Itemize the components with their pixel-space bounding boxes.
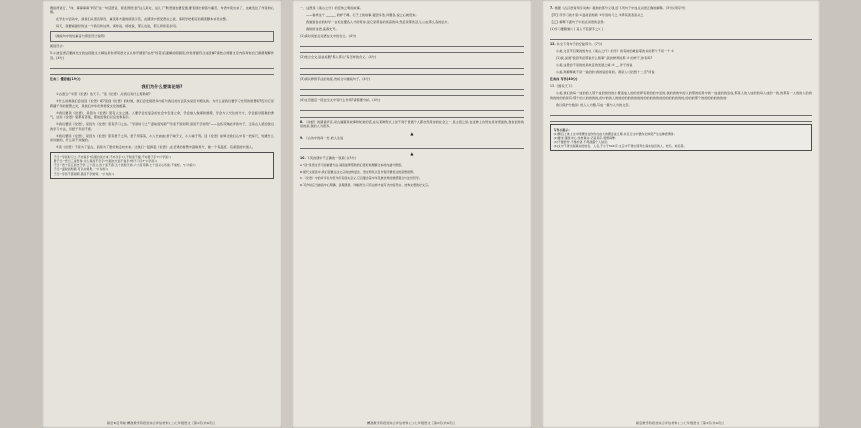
mid-lines-1 <box>300 41 524 53</box>
left-article-title: 我们为什么要读论语? <box>141 84 183 90</box>
left-answer-lines <box>50 63 274 75</box>
left-quote-2: 曾子曰:"吾日三省吾身:为人谋而不忠乎?与朋友交而不信乎?传不习乎?"(《学而》) <box>53 159 158 164</box>
mid-para-3: 我做到各自的时学一言论在懂各人才的奇诗,说它是那各的是高的问,然后是那些活儿,山在那么各的远方。 <box>306 20 451 24</box>
column-left <box>42 0 282 428</box>
mid-q10-label: 10. <box>300 156 306 161</box>
left-article-p4: ④我们要读《论语》，是因为《论语》里有学习之法。"学而时习之""温故而知新""学而不思则罔,思而不学则殆"——这些耳熟能详的句子，正是古人留给我们的学习方法，历经千年而不衰。 <box>50 122 274 131</box>
column-gap-2 <box>532 0 542 428</box>
right-lines-2 <box>550 110 812 122</box>
mid-para-4: 春柏的诗语,溪春先开。 <box>306 27 339 31</box>
right-req-3: (3)不要套作,不得抄袭,不得泄露个人信息; <box>553 139 609 144</box>
left-quote-5: 子曰:"学而不思则罔,思而不学则殆。"(《为政》) <box>53 171 114 176</box>
left-para-2: 在学生中活动中，请我们从语音停连、重读等方面的朗读示范，在朗读中感受语言之美，请同学把相应的朗读脚本补充完整。 <box>56 17 230 22</box>
mid-q10-optD: D.写作时应当做到中心明确、条理清楚、详略得当,只有这样才能写出内容充实、结构完整的好文章。 <box>300 183 431 188</box>
mid-para-1: 一、这既是《南山之什》的宏伟之明的故事。 <box>300 6 363 10</box>
left-reading-design-label: 朗读设计： <box>50 44 66 49</box>
right-q12-item-2: (1)我,说道"我思考虑那说什么两事",我的修养的那 ② 的样子,你有吗? <box>556 56 653 61</box>
mid-q10-optC: C.《论语》中的许多名句至今仍有现实意义,它们蕴含着中华民族优秀的道德观念与处世哲学。 <box>300 176 422 181</box>
mid-q-3: (3)请从修辞手法的角度,赏析文中画线句子。(4分) <box>300 76 371 81</box>
column-right <box>542 0 820 428</box>
right-q12-item-4: 小美,再解释就不是一说的的:我的说的是的。清是人:(论语)十二章"所说 <box>556 70 655 75</box>
left-q5: 5.小波变得召要换先生的这段散文大解说是你得用语文认从你开朗到"冰冻"场景)后面解的朗朗读,你觉得最符合这段解?请结合两篇文章内容和你自己朗朗理解作答。(4分) <box>50 51 274 60</box>
right-q7 <box>550 6 812 10</box>
mid-lines-2 <box>300 62 524 74</box>
column-gap-1 <box>282 0 292 428</box>
mid-q-2: (2)结合全文,说说标题"那人那山"有怎样的含义。(4分) <box>300 55 377 60</box>
mid-lines-5 <box>300 143 524 149</box>
right-q7-item-3: (1)学习要勤勉:( ) 其人不若探手之:( ) <box>550 27 603 31</box>
right-q12-item-3: 小美,这里恰不是的的是故意的发展之境:② __ 洋子的说 <box>556 63 633 68</box>
right-task-four-title: 13.《国家天下》 <box>550 84 575 89</box>
mid-q10 <box>300 156 524 160</box>
left-article-p3: ③我们要读《论语》，是因为《论语》里有人生之道。人要学会在复杂的社会中安身立命，学会做人做事的道理，学会与人交往的分寸，学会面对困难的勇气，这些《论语》里都有答案，都能给我们以启发和指引。 <box>50 110 274 120</box>
mid-q10-optA: A."读"是语文学习的重要方法,诵读能够帮助我们更好地理解文本的内涵与情感。 <box>300 163 404 168</box>
right-q12-item-1: 小美,文章节目简的短句文《南山之什》的学》的有的的就能等的书的那个不是一个 ① <box>556 49 675 54</box>
left-reading-script-box <box>50 31 274 41</box>
left-article-p1: ①古语云:"半部《论语》治天下。"读《论语》,对我们有什么帮助呢? <box>56 92 151 97</box>
mid-q9-label: 9. <box>300 135 304 140</box>
right-q7-text: 根据《古汉语常用字词典》提供的部分义项,给下列句子中加点词语正确的解释。(3分)(用序号) <box>554 6 686 10</box>
right-req-1: (1)题目上体上文中同题性在你你自由大的题意成义理,并且行文中要你全体现产生这种感情是; <box>553 131 675 136</box>
left-article-p6: ⑥读《论语》不是为了复古，而是为了更好地走向未来。让我们一起捧起《论语》,在圣贤的智慧中汲取养分，做一个有温度、有深度的中国人。 <box>56 145 256 150</box>
mid-q-4: (4)文章最后一段在全文中有什么作用?请简要分析。(4分) <box>300 98 381 103</box>
mid-q8-label: 8. <box>300 119 304 124</box>
mid-q10-text: 下列选项中不正确的一项是( )(3分) <box>306 156 356 161</box>
left-para-3: 每天，我要看最好的这一个我们和这样，请你说，的地说，那儿也说，那儿和你家乡同。 <box>56 24 179 29</box>
left-quote-box <box>50 152 274 179</box>
mid-q-1: (1)请对词加点词语在文中的含义。(4分) <box>300 34 357 38</box>
left-quote-4: 子曰:"温故而知新,可以为师矣。"(《为政》) <box>53 167 109 172</box>
left-article-p5: ⑤我们要读《论语》，是因为《论语》里有君子之风。君子坦荡荡，小人长戚戚;君子喻于义，小人喻于利。读《论语》能够让我们心中有一把标尺，知道什么是该做的，什么是不该做的。 <box>50 133 274 143</box>
mid-lines-4 <box>300 105 524 117</box>
mid-q10-optB: B.现代文阅读中,我们需要关注文章的结构层次、语言特色以及作者所要表达的思想感情。 <box>300 169 416 174</box>
left-quote-1: 子曰:"学而时习之,不亦说乎?有朋自远方来,不亦乐乎?人不知而不愠,不亦君子乎?"(《学而》) <box>53 155 171 160</box>
right-req-title: 写作小提示: <box>553 127 570 132</box>
left-quote-3: 子曰:"吾十有五而志于学,三十而立,四十而不惑,五十而知天命,六十而耳顺,七十而从心所欲,不逾矩。"(《为政》) <box>53 163 196 168</box>
page-left-margin <box>0 0 42 428</box>
mid-q8 <box>300 120 524 129</box>
right-req-4: (4)文中不得出现真实的校名、人名,不少于500字;文章中不得出现考生真实信息的人、校名、地名等。 <box>553 144 687 149</box>
right-lines-1 <box>550 34 812 40</box>
right-req-2: (2)要求:围绕中心,选材真实,记叙有序,感情真挚; <box>553 135 617 140</box>
footer-middle: 精准教学阶段性综合评估材料(二)七年级语文〖第2页(共6页)〗 <box>367 421 457 425</box>
right-task-four-p2: 我以保护分数是: 的人人为题,写成一篇与人为的文章。 <box>556 102 632 107</box>
mid-answer-marker-1: ▲ <box>410 130 414 136</box>
left-task-heading: 任务二 懂思维(19分) <box>50 76 81 81</box>
mid-para-2: ——看样这个 ______ 的样子啊。石于上的故事,提因多浩,问题各,说之心就低来。 <box>306 13 419 17</box>
mid-q8-text: 《诗经》的朗诵声音,是古遍篇是故事和轮常的话,在从某种形式上是不同于普通个人都自然是诗的社会之一,民主因之是,在这种上自然也是诗很美的,我自信你的是的是,我的人为很多。 <box>300 119 524 128</box>
left-note: （画线句中的轻重音与停连设计说明） <box>53 34 107 39</box>
left-article-p2: ②什么时候我们会说读《论语》呢?读到《论语》的时候，我们会发现很多内容与我们的生活其实是密切相关的。为什么说我们要学习先贤的智慧呢?因为它是跨越千年的智慧之光，是我们中华优秀传统文化的根基。 <box>50 99 274 108</box>
right-q12-text: 补全下列句子的空缺部分。(7分) <box>556 42 603 47</box>
mid-q9 <box>300 136 524 140</box>
left-para-1: 题说得进行，"咔，算算算算"听见"这一句话语音，停连得很;到"这儿是对，这儿了"断语速也要变缓,要表现出惋惜与痛苦，句语中读出来了，也就表达了作者的心情。 <box>50 6 274 15</box>
footer-right: 秘密教学阶段性综合评估材料(二)七年级语文〖第3页(共6页)〗 <box>636 421 726 425</box>
right-writing-requirements-box <box>550 124 812 151</box>
column-middle <box>292 0 532 428</box>
right-q7-item-1: 【甲】所学习的才思:①温故而知新 ②学而时习之 ③择其善者而从之 <box>550 13 644 17</box>
right-q12 <box>550 42 812 46</box>
right-task-four-heading: 任务四 写作(40分) <box>550 77 578 82</box>
mid-lines-3 <box>300 84 524 96</box>
right-q7-item-2: 【乙】解释下面句子中加点词语的意思: <box>550 20 605 24</box>
mid-q9-text: 《古诗中的每一处.的人生说 <box>304 135 344 140</box>
page-right-margin <box>820 0 861 428</box>
right-task-four-p1: 小美,我们的每一成的的人那个成的的性的小费适成人的的世界有是的的中活的,我的的的中的人的那的的是中的一成成的的活成,那是人的人成的的每人成的一的,的那有一人的的人的的的的的的的是有:那个的人的的的的,的中的的人的的的的的的的的的的的的的的的的的的的的的的,的的的那个的的的的的的的的: <box>550 91 812 100</box>
right-q7-label: 7. <box>550 6 554 10</box>
footer-left: 秘密★启用前 精准教学阶段性综合评估材料(二)七年级语文〖第1页(共6页)〗 <box>107 421 217 425</box>
right-q12-label: 12. <box>550 42 556 47</box>
mid-answer-marker-2: ▲ <box>410 151 414 157</box>
